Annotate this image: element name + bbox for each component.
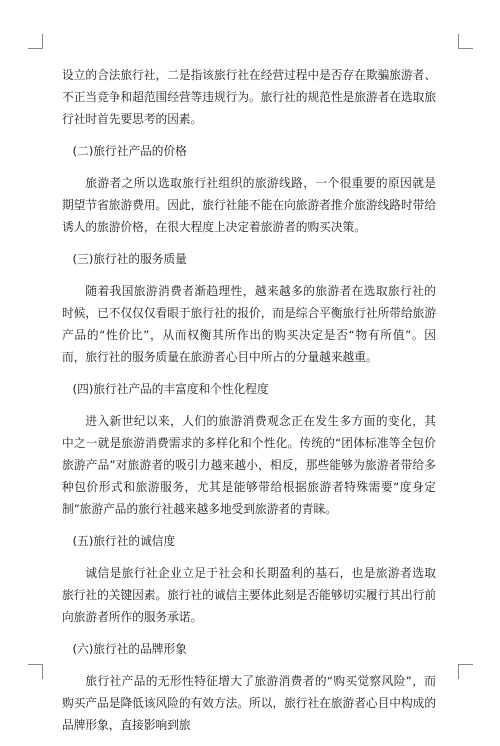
body-paragraph: 诚信是旅行社企业立足于社会和长期盈利的基石，也是旅游者选取旅行社的关键因素。旅行社的诚信主要体此刻是否能够切实履行其出行前向旅游者所作的服务承诺。 [62,566,437,624]
body-paragraph: 旅行社产品的无形性特征增大了旅游消费者的“购买觉察风险”，而购买产品是降低该风险的有效方法。所以，旅行社在旅游者心目中构成的品牌形象，直接影响到旅 [62,674,437,732]
body-paragraph: 随着我国旅游消费者渐趋理性，越来越多的旅游者在选取旅行社的时候，已不仅仅仅看眼于旅行社的报价，而是综合平衡旅行社所带给旅游产品的“性价比”，从而权衡其所作出的购买决定是否“物有所值”。因而，旅行社的服务质量在旅游者心目中所占的分量越来越重。 [62,284,437,364]
section-heading: (六)旅行社的品牌形象 [72,642,187,656]
crop-mark-top-right [458,34,473,49]
body-paragraph: 旅游者之所以选取旅行社组织的旅游线路，一个很重要的原因就是期望节省旅游费用。因此，旅行社能不能在向旅游者推介旅游线路时带给诱人的旅游价格，在很大程度上决定着旅游者的购买决策。 [62,176,437,234]
body-paragraph: 进入新世纪以来，人们的旅游消费观念正在发生多方面的变化，其中之一就是旅游消费需求的多样化和个性化。传统的“团体标准等全包价旅游产品”对旅游者的吸引力越来越小，相反，那些能够为旅游者带给多种包价形式和旅游服务，尤其是能够带给根据旅游者特殊需要“度身定制”旅游产品的旅行社越来越多地受到旅游者的青睐。 [62,414,436,516]
document-body [62,64,436,746]
crop-mark-bottom-left [28,664,43,679]
section-heading: (二)旅行社产品的价格 [72,144,187,158]
section-heading: (五)旅行社的诚信度 [72,534,176,548]
crop-mark-bottom-right [458,664,473,679]
crop-mark-top-left [28,34,43,49]
section-heading: (三)旅行社的服务质量 [72,252,187,266]
body-paragraph: 设立的合法旅行社，二是指该旅行社在经营过程中是否存在欺骗旅游者、不正当竞争和超范围经营等违规行为。旅行社的规范性是旅游者在选取旅行社时首先要思考的因素。 [62,68,437,126]
section-heading: (四)旅行社产品的丰富度和个性化程度 [72,382,269,396]
